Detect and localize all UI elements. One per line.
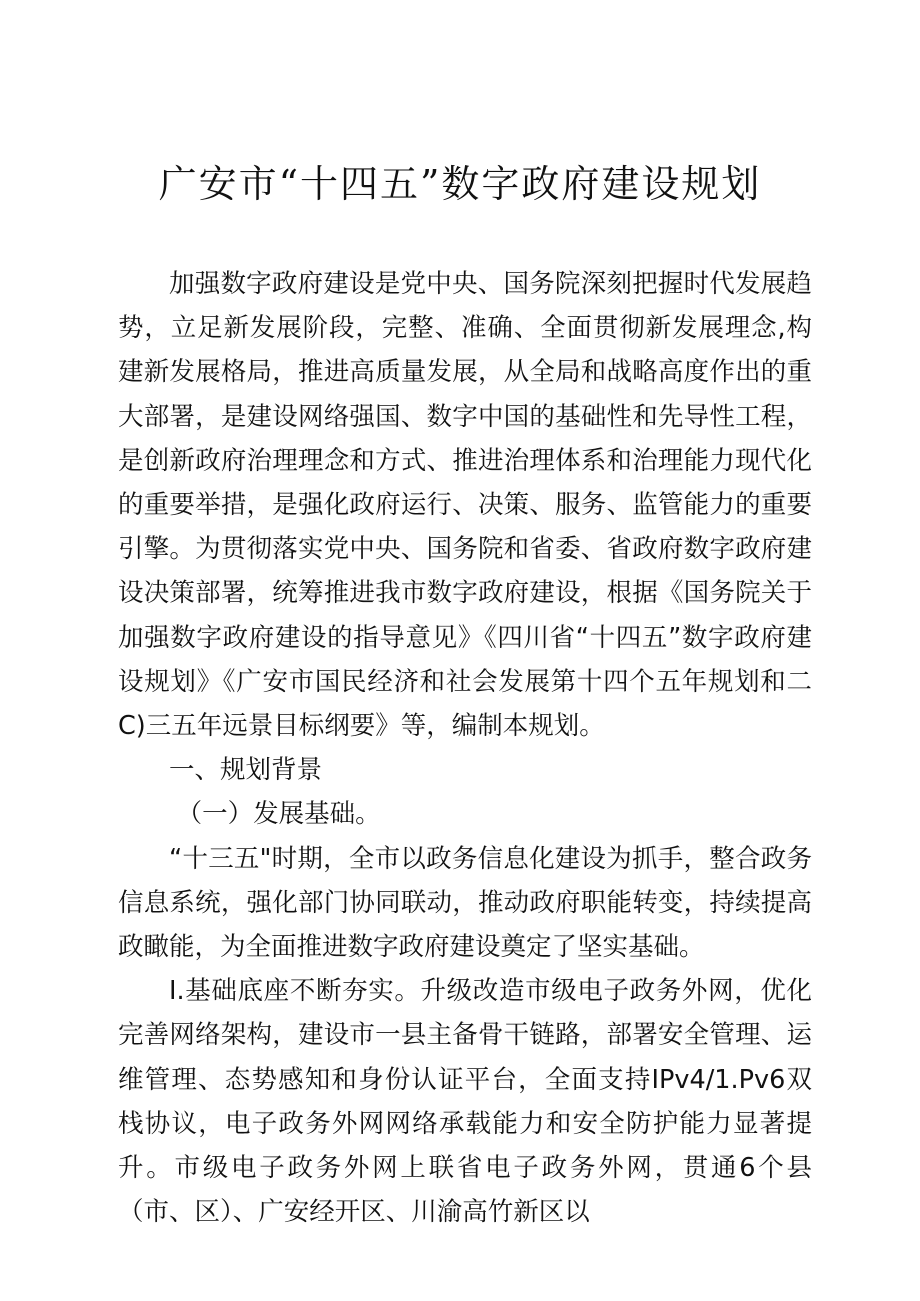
section-heading: 一、规划背景 [169, 755, 323, 786]
subsection-heading: （一）发展基础。 [176, 799, 381, 830]
body-paragraph: “十三五"时期，全市以政务信息化建设为抓手，整合政务信息系统，强化部门协同联动，推动政府职能转变，持续提高政瞰能，为全面推进数字政府建设奠定了坚实基础。 [118, 843, 812, 963]
document-body [118, 262, 812, 1234]
document-title: 广安市“十四五”数字政府建设规划 [158, 162, 762, 206]
body-paragraph: I.基础底座不断夯实。升级改造市级电子政务外网，优化完善网络架构，建设市一县主备骨干链路，部署安全管理、运维管理、态势感知和身份认证平台，全面支持IPv4/1.Pv6双栈协议，电子政务外网网络承载能力和安全防护能力显著提升。市级电子政务外网上联省电子政务外网，贯通6个县（市、区）、广安经开区、川渝高竹新区以 [118, 976, 812, 1228]
intro-paragraph: 加强数字政府建设是党中央、国务院深刻把握时代发展趋势，立足新发展阶段，完整、准确、全面贯彻新发展理念,构建新发展格局，推进高质量发展，从全局和战略高度作出的重大部署，是建设网络强国、数字中国的基础性和先导性工程，是创新政府治理理念和方式、推进治理体系和治理能力现代化的重要举措，是强化政府运行、决策、服务、监管能力的重要引擎。为贯彻落实党中央、国务院和省委、省政府数字政府建设决策部署，统筹推进我市数字政府建设，根据《国务院关于加强数字政府建设的指导意见》《四川省“十四五”数字政府建设规划》《广安市国民经济和社会发展第十四个五年规划和二C)三五年远景目标纲要》等，编制本规划。 [118, 269, 812, 742]
